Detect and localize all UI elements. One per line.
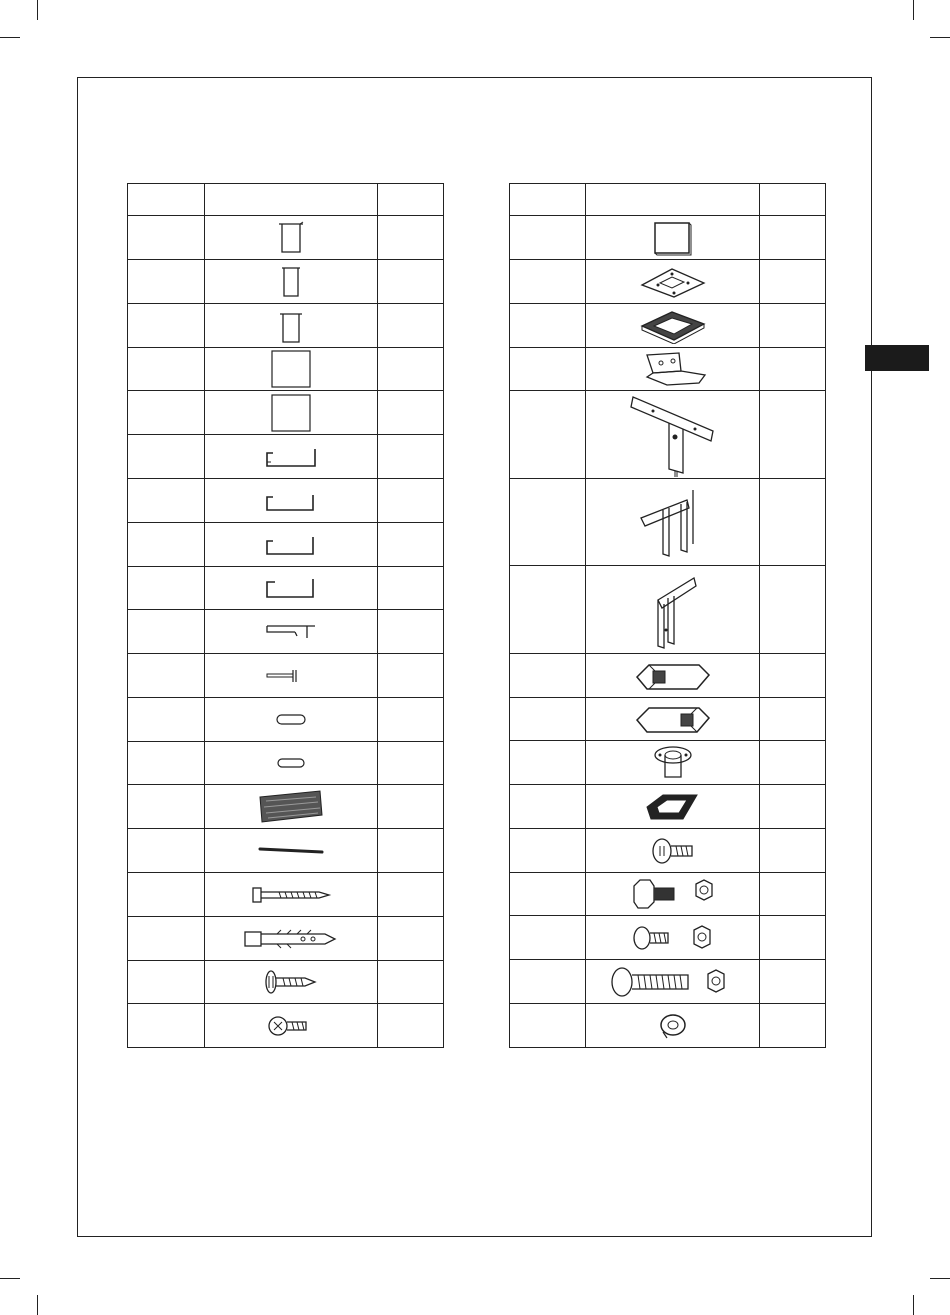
crop-mark bbox=[930, 1278, 950, 1279]
part-id-cell bbox=[510, 785, 586, 829]
quantity-cell bbox=[378, 742, 444, 785]
table-row bbox=[510, 654, 826, 698]
quantity-cell bbox=[760, 785, 826, 829]
crop-mark bbox=[0, 37, 20, 38]
part-id-cell bbox=[128, 567, 205, 610]
angle-bracket-icon bbox=[586, 566, 760, 654]
quantity-cell bbox=[760, 873, 826, 916]
part-id-cell bbox=[128, 917, 205, 961]
quantity-cell bbox=[760, 960, 826, 1004]
table-row bbox=[510, 216, 826, 260]
quantity-cell bbox=[378, 391, 444, 435]
part-id-cell bbox=[510, 829, 586, 873]
part-id-cell bbox=[510, 260, 586, 304]
table-row bbox=[510, 741, 826, 785]
crop-mark bbox=[913, 1295, 914, 1315]
wall-anchor-icon bbox=[205, 917, 378, 961]
part-id-cell bbox=[510, 216, 586, 260]
quantity-cell bbox=[760, 566, 826, 654]
table-row bbox=[128, 698, 444, 742]
table-row bbox=[128, 304, 444, 348]
quantity-cell bbox=[378, 698, 444, 742]
channel-rail-deep-icon bbox=[205, 567, 378, 610]
part-id-cell bbox=[128, 829, 205, 873]
angle-rail-icon bbox=[205, 610, 378, 654]
bolt-nut-icon bbox=[586, 916, 760, 960]
table-row bbox=[128, 785, 444, 829]
quantity-cell bbox=[378, 654, 444, 698]
quantity-cell bbox=[760, 1004, 826, 1048]
part-id-cell bbox=[510, 741, 586, 785]
long-bolt-nut-icon bbox=[586, 960, 760, 1004]
rubber-gasket-icon bbox=[586, 785, 760, 829]
u-post-tall-icon bbox=[205, 216, 378, 260]
part-id-cell bbox=[128, 742, 205, 785]
quantity-cell bbox=[760, 479, 826, 566]
table-row bbox=[128, 742, 444, 785]
table-row bbox=[128, 829, 444, 873]
table-row bbox=[128, 873, 444, 917]
square-panel-icon bbox=[205, 348, 378, 391]
end-cap-icon bbox=[586, 654, 760, 698]
part-id-cell bbox=[128, 216, 205, 260]
base-plate-icon bbox=[586, 260, 760, 304]
table-row bbox=[128, 391, 444, 435]
u-post-short-icon bbox=[205, 304, 378, 348]
roof-sheet-icon bbox=[205, 785, 378, 829]
table-row bbox=[128, 479, 444, 523]
quantity-cell bbox=[378, 348, 444, 391]
table-row bbox=[128, 216, 444, 260]
quantity-cell bbox=[760, 741, 826, 785]
part-id-cell bbox=[510, 960, 586, 1004]
channel-rail-long-icon bbox=[205, 435, 378, 479]
quantity-cell bbox=[378, 216, 444, 260]
crop-mark bbox=[37, 0, 38, 20]
part-id-cell bbox=[510, 479, 586, 566]
quantity-cell bbox=[378, 523, 444, 567]
part-id-cell bbox=[128, 785, 205, 829]
part-id-cell bbox=[128, 391, 205, 435]
table-row bbox=[510, 916, 826, 960]
part-id-cell bbox=[510, 391, 586, 479]
crop-mark bbox=[930, 37, 950, 38]
part-id-cell bbox=[510, 348, 586, 391]
table-row bbox=[128, 610, 444, 654]
end-cap-mirrored-icon bbox=[586, 698, 760, 741]
truss-head-screw-icon bbox=[205, 961, 378, 1004]
quantity-cell bbox=[378, 260, 444, 304]
table-row bbox=[128, 523, 444, 567]
table-row bbox=[510, 829, 826, 873]
part-id-cell bbox=[128, 304, 205, 348]
quantity-cell bbox=[378, 785, 444, 829]
quantity-cell bbox=[378, 567, 444, 610]
foot-bracket-icon bbox=[586, 741, 760, 785]
quantity-cell bbox=[760, 260, 826, 304]
lag-screw-icon bbox=[205, 873, 378, 917]
post-cap-icon bbox=[586, 304, 760, 348]
table-row bbox=[510, 785, 826, 829]
header-cell bbox=[128, 184, 205, 216]
parts-list-table-right bbox=[509, 183, 826, 1048]
table-row bbox=[510, 260, 826, 304]
header-cell bbox=[205, 184, 378, 216]
quantity-cell bbox=[760, 829, 826, 873]
l-bracket-icon bbox=[586, 348, 760, 391]
table-row bbox=[128, 961, 444, 1004]
quantity-cell bbox=[760, 698, 826, 741]
quantity-cell bbox=[760, 391, 826, 479]
corner-bracket-icon bbox=[586, 479, 760, 566]
part-id-cell bbox=[128, 260, 205, 304]
part-id-cell bbox=[510, 873, 586, 916]
quantity-cell bbox=[378, 610, 444, 654]
part-id-cell bbox=[128, 1004, 205, 1048]
table-row bbox=[510, 479, 826, 566]
channel-rail-icon bbox=[205, 479, 378, 523]
part-id-cell bbox=[510, 1004, 586, 1048]
quantity-cell bbox=[760, 654, 826, 698]
quantity-cell bbox=[378, 1004, 444, 1048]
rod-icon bbox=[205, 829, 378, 873]
table-row bbox=[128, 348, 444, 391]
part-id-cell bbox=[510, 566, 586, 654]
quantity-cell bbox=[760, 304, 826, 348]
table-row bbox=[128, 435, 444, 479]
quantity-cell bbox=[378, 829, 444, 873]
table-row bbox=[128, 260, 444, 304]
table-row bbox=[128, 654, 444, 698]
part-id-cell bbox=[128, 654, 205, 698]
header-cell bbox=[378, 184, 444, 216]
crop-mark bbox=[0, 1278, 20, 1279]
quantity-cell bbox=[760, 216, 826, 260]
table-row bbox=[128, 1004, 444, 1048]
table-row bbox=[510, 304, 826, 348]
quantity-cell bbox=[760, 916, 826, 960]
part-id-cell bbox=[510, 654, 586, 698]
table-row bbox=[510, 960, 826, 1004]
table-row bbox=[128, 917, 444, 961]
u-post-medium-icon bbox=[205, 260, 378, 304]
quantity-cell bbox=[378, 961, 444, 1004]
part-id-cell bbox=[128, 873, 205, 917]
section-tab bbox=[865, 345, 929, 371]
flange-bolt-icon bbox=[586, 829, 760, 873]
slot-spacer-icon bbox=[205, 698, 378, 742]
table-header-row bbox=[128, 184, 444, 216]
part-id-cell bbox=[128, 961, 205, 1004]
header-cell bbox=[510, 184, 586, 216]
quantity-cell bbox=[378, 873, 444, 917]
header-cell bbox=[760, 184, 826, 216]
crop-mark bbox=[37, 1295, 38, 1315]
crop-mark bbox=[913, 0, 914, 20]
square-panel-icon bbox=[205, 391, 378, 435]
quantity-cell bbox=[378, 917, 444, 961]
table-row bbox=[510, 566, 826, 654]
self-drilling-screw-icon bbox=[205, 1004, 378, 1048]
table-row bbox=[510, 391, 826, 479]
part-id-cell bbox=[128, 479, 205, 523]
part-id-cell bbox=[510, 916, 586, 960]
flat-bar-icon bbox=[205, 654, 378, 698]
part-id-cell bbox=[510, 304, 586, 348]
square-plate-icon bbox=[586, 216, 760, 260]
part-id-cell bbox=[128, 435, 205, 479]
table-row bbox=[510, 348, 826, 391]
quantity-cell bbox=[378, 304, 444, 348]
slot-spacer-small-icon bbox=[205, 742, 378, 785]
table-row bbox=[128, 567, 444, 610]
part-id-cell bbox=[510, 698, 586, 741]
channel-rail-icon bbox=[205, 523, 378, 567]
quantity-cell bbox=[378, 435, 444, 479]
table-row bbox=[510, 873, 826, 916]
parts-list-table-left bbox=[127, 183, 444, 1048]
header-cell bbox=[586, 184, 760, 216]
part-id-cell bbox=[128, 348, 205, 391]
table-header-row bbox=[510, 184, 826, 216]
part-id-cell bbox=[128, 610, 205, 654]
washer-icon bbox=[586, 1004, 760, 1048]
table-row bbox=[510, 1004, 826, 1048]
t-connector-icon bbox=[586, 391, 760, 479]
part-id-cell bbox=[128, 698, 205, 742]
part-id-cell bbox=[128, 523, 205, 567]
quantity-cell bbox=[378, 479, 444, 523]
table-row bbox=[510, 698, 826, 741]
hex-bolt-nut-icon bbox=[586, 873, 760, 916]
quantity-cell bbox=[760, 348, 826, 391]
